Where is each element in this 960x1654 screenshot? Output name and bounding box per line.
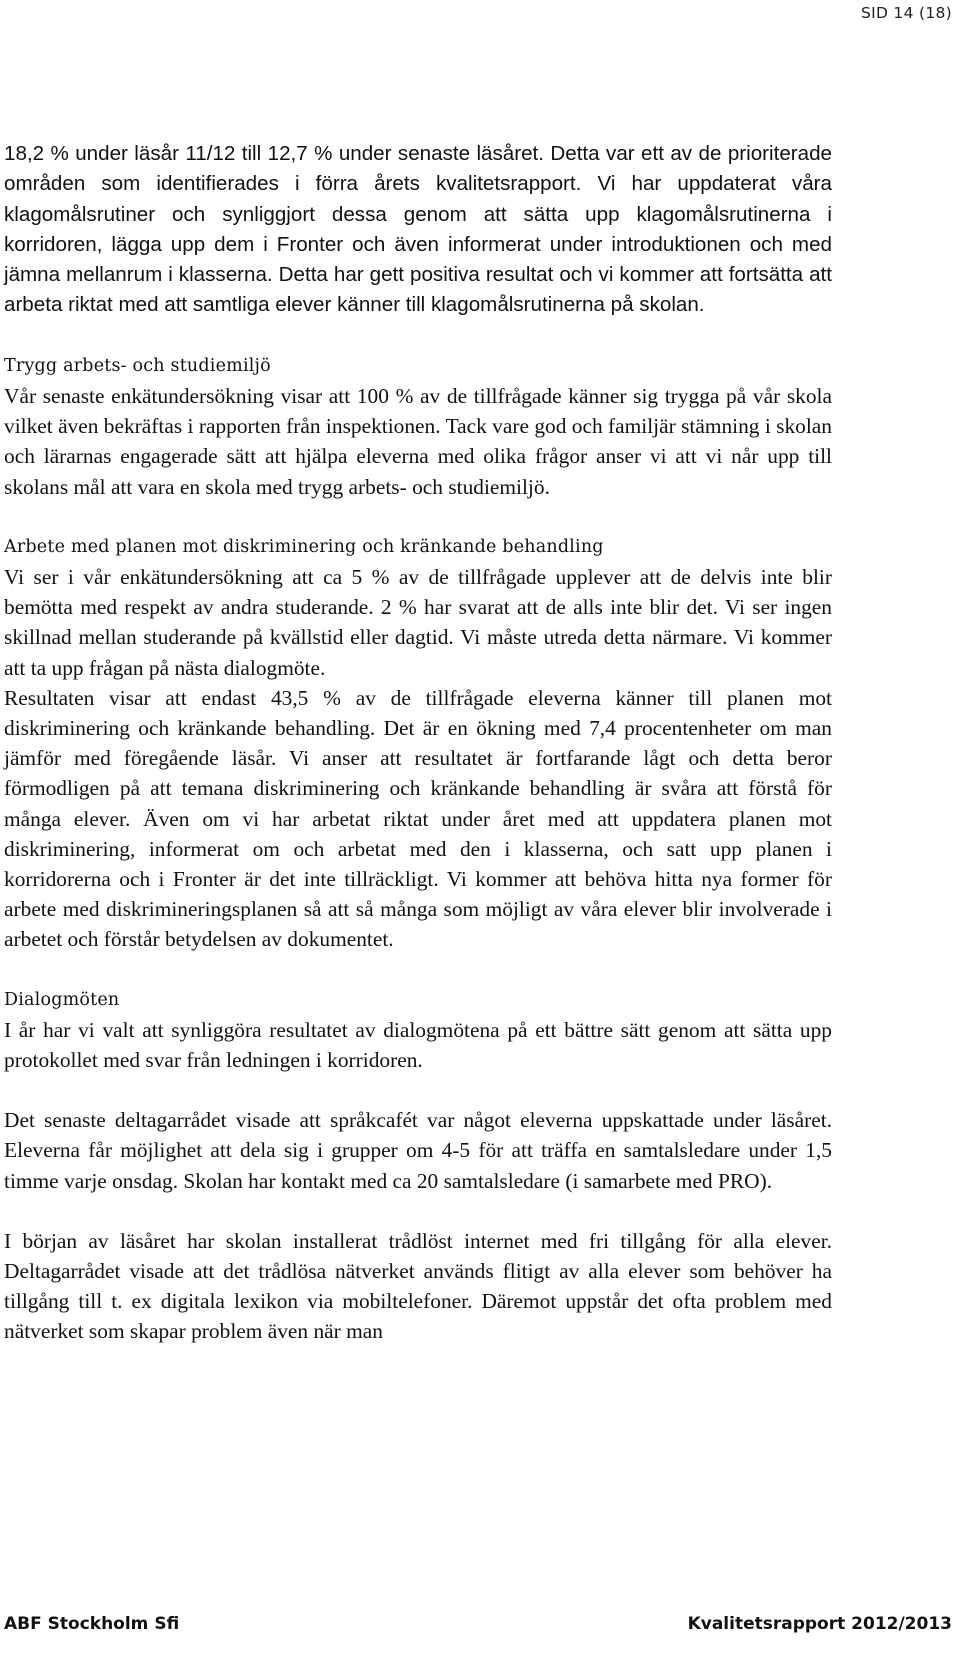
- intro-paragraph: 18,2 % under läsår 11/12 till 12,7 % under senaste läsåret. Detta var ett av de prioriterade områden som identifierades i förra årets kvalitetsrapport. Vi har uppdaterat våra klagomålsrutiner och synliggjort dessa genom att sätta upp klagomålsrutinerna i korridoren, lägga upp dem i Fronter och även informerat under introduktionen och med jämna mellanrum i klasserna. Detta har gett positiva resultat och vi kommer att fortsätta att arbeta riktat med att samtliga elever känner till klagomålsrutinerna på skolan.: [4, 142, 832, 317]
- paragraph-spacer: [4, 955, 832, 985]
- page-number: SID 14 (18): [860, 4, 952, 22]
- heading-dialog-meetings: Dialogmöten: [4, 989, 120, 1010]
- safe-environment-paragraph: Vår senaste enkätundersökning visar att 100 % av de tillfrågade känner sig trygga på vår skola vilket även bekräftas i rapporten från inspektionen. Tack vare god och familjär stämning i skolan och lärarnas engagerade sätt att hjälpa eleverna med olika frågor anser vi att vi når upp till skolans mål att vara en skola med trygg arbets- och studiemiljö.: [4, 383, 832, 499]
- discrimination-survey-paragraph: Vi ser i vår enkätundersökning att ca 5 % av de tillfrågade upplever att de delvis inte blir bemötta med respekt av andra studerande. 2 % har svarat att de alls inte blir det. Vi ser ingen skillnad mellan studerande på kvällstid eller dagtid. Vi måste utreda detta närmare. Vi kommer att ta upp frågan på nästa dialogmöte.: [4, 565, 832, 680]
- footer-organization: ABF Stockholm Sfi: [4, 1614, 180, 1634]
- document-body: [4, 139, 832, 1347]
- paragraph-spacer: [4, 1075, 832, 1105]
- language-cafe-paragraph: Det senaste deltagarrådet visade att språkcafét var något eleverna uppskattade under läsåret. Eleverna får möjlighet att dela sig i grupper om 4-5 för att träffa en samtalsledare under 1,5 timme varje onsdag. Skolan har kontakt med ca 20 samtalsledare (i samarbete med PRO).: [4, 1108, 832, 1193]
- wireless-internet-paragraph: I början av läsåret har skolan installerat trådlöst internet med fri tillgång för alla elever. Deltagarrådet visade att det trådlösa nätverket används flitigt av alla elever som behöver ha tillgång till t. ex digitala lexikon via mobiltelefoner. Däremot uppstår det ofta problem med nätverket som skapar problem även när man: [4, 1228, 832, 1344]
- paragraph-spacer: [4, 502, 832, 532]
- heading-discrimination-plan: Arbete med planen mot diskriminering och kränkande behandling: [4, 536, 604, 557]
- paragraph-spacer: [4, 1196, 832, 1226]
- footer-report-title: Kvalitetsrapport 2012/2013: [687, 1614, 952, 1634]
- dialog-protocol-paragraph: I år har vi valt att synliggöra resultatet av dialogmötena på ett bättre sätt genom att sätta upp protokollet med svar från ledningen i korridoren.: [4, 1017, 832, 1073]
- discrimination-results-paragraph: Resultaten visar att endast 43,5 % av de tillfrågade eleverna känner till planen mot diskriminering och kränkande behandling. Det är en ökning med 7,4 procentenheter om man jämför med föregående läsår. Vi anser att resultatet är fortfarande lågt och detta beror förmodligen på att temana diskriminering och kränkande behandling är svåra att förstå för många elever. Även om vi har arbetat riktat under året med att uppdatera planen mot diskriminering, informerat om och arbetat med den i klasserna, och satt upp planen i korridorerna och i Fronter är det inte tillräckligt. Vi kommer att behöva hitta nya former för arbete med diskrimineringsplanen så att så många som möjligt av våra elever blir involverade i arbetet och förstår betydelsen av dokumentet.: [4, 685, 832, 952]
- paragraph-spacer: [4, 321, 832, 351]
- heading-safe-environment: Trygg arbets- och studiemiljö: [4, 355, 271, 376]
